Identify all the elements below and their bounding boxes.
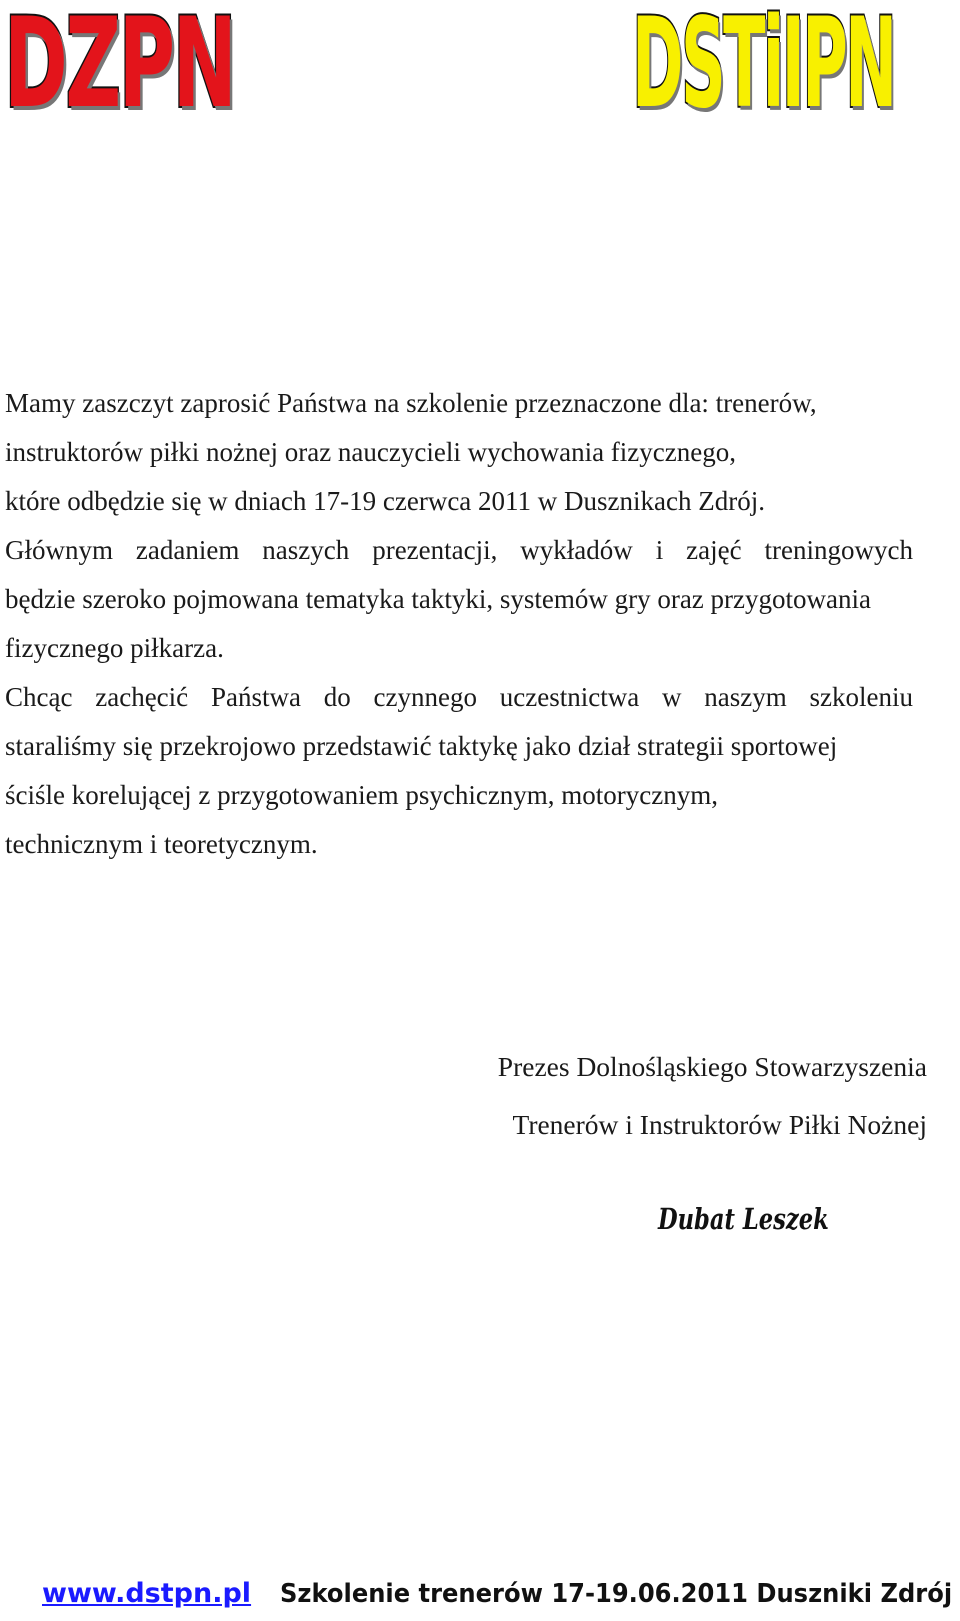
handwritten-signature: Dubat Leszek bbox=[658, 1202, 829, 1236]
letter-line: będzie szeroko pojmowana tematyka taktyki, systemów gry oraz przygotowania bbox=[5, 584, 871, 614]
letter-line: Głównym zadaniem naszych prezentacji, wykładów i zajęć treningowych bbox=[5, 535, 913, 565]
signer-title-line-2: Trenerów i Instruktorów Piłki Nożnej bbox=[512, 1109, 927, 1140]
website-link[interactable]: www.dstpn.pl bbox=[42, 1578, 252, 1609]
letter-line: Chcąc zachęcić Państwa do czynnego uczestnictwa w naszym szkoleniu bbox=[5, 682, 913, 712]
letter-line: staraliśmy się przekrojowo przedstawić taktykę jako dział strategii sportowej bbox=[5, 731, 838, 761]
letter-line: które odbędzie się w dniach 17-19 czerwca 2011 w Dusznikach Zdrój. bbox=[5, 486, 765, 516]
letter-line: Mamy zaszczyt zaprosić Państwa na szkolenie przeznaczone dla: trenerów, bbox=[5, 388, 817, 418]
footer-caption: Szkolenie trenerów 17-19.06.2011 Duszniki Zdrój bbox=[280, 1579, 953, 1609]
letter-line: ściśle korelującej z przygotowaniem psychicznym, motorycznym, bbox=[5, 780, 719, 810]
signer-title-line-1: Prezes Dolnośląskiego Stowarzyszenia bbox=[497, 1051, 927, 1082]
dstipn-logo: DSTiIPN bbox=[632, 0, 895, 136]
letter-line: instruktorów piłki nożnej oraz nauczycieli wychowania fizycznego, bbox=[5, 437, 736, 467]
letter-line: fizycznego piłkarza. bbox=[5, 633, 224, 663]
dzpn-logo: DZPN bbox=[4, 0, 235, 136]
letter-line: technicznym i teoretycznym. bbox=[5, 829, 318, 859]
